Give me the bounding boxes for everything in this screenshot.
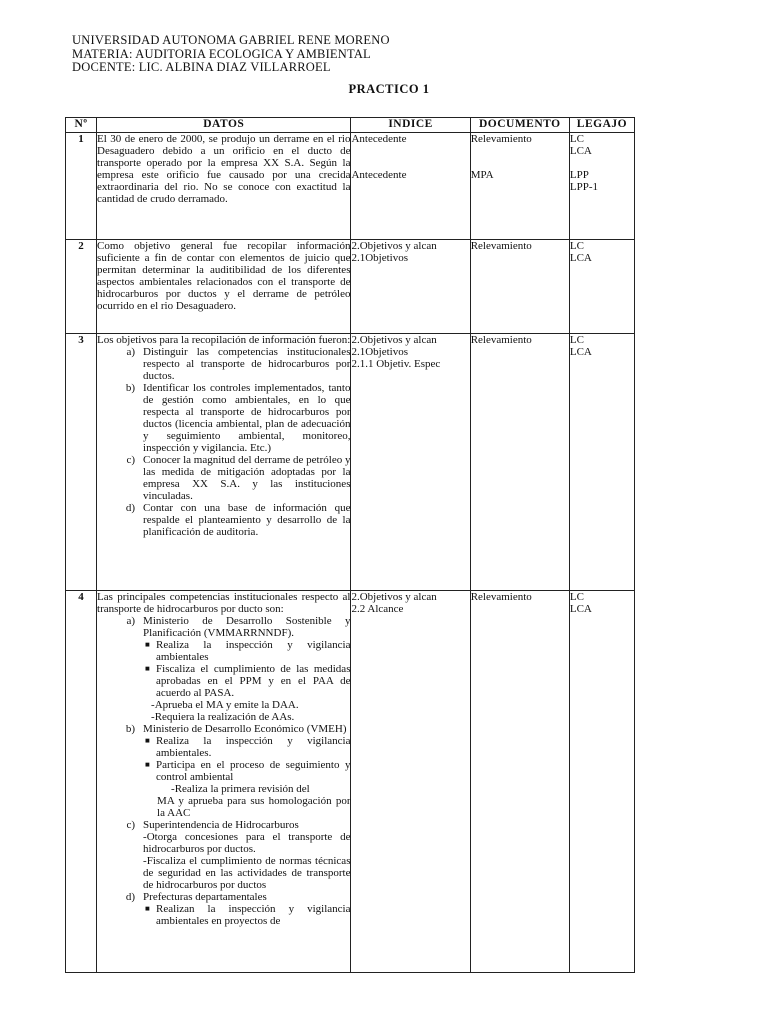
documento-entry: Relevamiento [470, 240, 532, 252]
indice-entry: 2.1Objetivos [351, 346, 409, 358]
course-name: MATERIA: AUDITORIA ECOLOGICA Y AMBIENTAL [72, 46, 371, 61]
bullet-text: Realiza la inspección y vigilancia ambientales [156, 639, 351, 663]
legajo-entry: LC [569, 591, 584, 603]
bullet-square-icon: ■ [145, 640, 150, 649]
bullet-square-icon: ■ [145, 904, 150, 913]
row-number: 4 [66, 591, 97, 973]
bullet-text: Realiza la inspección y vigilancia ambientales. [156, 735, 351, 759]
indice-entry: 2.1.1 Objetiv. Espec [351, 358, 441, 370]
bullet-item [145, 735, 350, 759]
table-row [66, 133, 635, 240]
list-item-text: Ministerio de Desarrollo Sostenible y Planificación (VMMARRNNDF). [143, 615, 351, 639]
list-marker: a) [126, 615, 136, 627]
list-item [117, 819, 350, 831]
header-indice: INDICE [351, 118, 470, 133]
row-intro-text: Las principales competencias institucionales respecto al transporte de hidrocarburos por ducto son: [97, 591, 351, 615]
legajo-entry: LC [569, 334, 584, 346]
indice-entry: Antecedente [351, 133, 407, 145]
list-marker: d) [125, 891, 136, 903]
table-header-row [66, 118, 635, 133]
row-datos-text: El 30 de enero de 2000, se produjo un derrame en el rio Desaguadero debido a un orificio en el ducto de transporte operado por la empresa XX S.A. Según la empresa este orificio fue causado por una crecida extraordinaria del rio. No se conoce con exactitud la cantidad de crudo derramado. [97, 133, 351, 205]
dash-item: -Fiscaliza el cumplimiento de normas técnicas de seguridad en las actividades de transporte de hidrocarburos por ductos [143, 855, 351, 891]
list-marker: a) [126, 346, 136, 358]
bullet-item [145, 759, 350, 783]
header-legajo: LEGAJO [569, 118, 634, 133]
table-row [66, 591, 635, 973]
row-intro-text: Los objetivos para la recopilación de información fueron: [97, 334, 351, 346]
dash-item: -Realiza la primera revisión del [171, 783, 310, 795]
header-datos: DATOS [97, 118, 351, 133]
dash-item: -Otorga concesiones para el transporte de hidrocarburos por ductos. [143, 831, 351, 855]
teacher-name: DOCENTE: LIC. ALBINA DIAZ VILLARROEL [72, 60, 331, 74]
list-item-text: Distinguir las competencias institucionales respecto al transporte de hidrocarburos por ductos. [143, 346, 351, 382]
dash-item: -Requiera la realización de AAs. [151, 711, 295, 723]
list-marker: c) [126, 819, 136, 831]
legajo-entry: LPP-1 [569, 181, 598, 193]
list-item-text: Ministerio de Desarrollo Económico (VMEH) [143, 723, 347, 735]
documento-entry: Relevamiento [470, 591, 532, 603]
indice-entry: 2.Objetivos y alcan [351, 334, 437, 346]
bullet-text: Participa en el proceso de seguimiento y control ambiental [156, 759, 351, 783]
legajo-entry: LCA [569, 145, 592, 157]
indice-entry: 2.Objetivos y alcan [351, 240, 437, 252]
indice-entry: 2.1Objetivos [351, 252, 409, 264]
bullet-text: Realizan la inspección y vigilancia ambientales en proyectos de [156, 903, 351, 927]
header-num: Nº [66, 118, 97, 133]
list-item [117, 346, 350, 382]
list-item-text: Conocer la magnitud del derrame de petróleo y las medida de mitigación adoptadas por la empresa XX S.A. y las instituciones vinculadas. [143, 454, 351, 502]
list-item [117, 615, 350, 639]
practice-table [65, 117, 635, 973]
list-item [117, 891, 350, 903]
documento-entry: Relevamiento [470, 334, 532, 346]
list-marker: c) [126, 454, 136, 466]
bullet-item [145, 903, 350, 927]
bullet-item [145, 663, 350, 699]
list-marker: b) [125, 382, 136, 394]
row-datos-text: Como objetivo general fue recopilar información suficiente a fin de contar con elementos de juicio que permitan determinar la auditibilidad de los diferentes aspectos ambientales relacionados con el transporte de hidrocarburos por ductos y el derrame de petróleo ocurrido en el rio Desaguadero. [97, 240, 351, 312]
indice-entry: Antecedente [351, 169, 407, 181]
list-item [117, 454, 350, 502]
legajo-entry: LPP [569, 169, 589, 181]
bullet-square-icon: ■ [145, 664, 150, 673]
list-marker: d) [125, 502, 136, 514]
row-number: 3 [66, 334, 97, 591]
indice-entry: 2.Objetivos y alcan [351, 591, 437, 603]
list-item-text: Prefecturas departamentales [143, 891, 267, 903]
legajo-entry: LCA [569, 346, 592, 358]
row-number: 2 [66, 240, 97, 334]
bullet-square-icon: ■ [145, 760, 150, 769]
dash-item: -Aprueba el MA y emite la DAA. [151, 699, 299, 711]
list-item-text: Superintendencia de Hidrocarburos [143, 819, 299, 831]
row-number: 1 [66, 133, 97, 240]
bullet-item [145, 639, 350, 663]
list-item-text: Contar con una base de información que respalde el planteamiento y desarrollo de la planificación de auditoria. [143, 502, 351, 538]
list-marker: b) [125, 723, 136, 735]
document-header [72, 34, 390, 75]
documento-entry: MPA [470, 169, 494, 181]
list-item [117, 502, 350, 538]
legajo-entry: LCA [569, 603, 592, 615]
university-name: UNIVERSIDAD AUTONOMA GABRIEL RENE MORENO [72, 33, 390, 47]
bullet-text: Fiscaliza el cumplimiento de las medidas aprobadas en el PPM y en el PAA de acuerdo al PASA. [156, 663, 351, 699]
table-row [66, 334, 635, 591]
list-item [117, 382, 350, 454]
indice-entry: 2.2 Alcance [351, 603, 404, 615]
legajo-entry: LCA [569, 252, 592, 264]
legajo-entry: LC [569, 133, 584, 145]
table-row [66, 240, 635, 334]
dash-item-continued: MA y aprueba para sus homologación por la AAC [157, 795, 351, 819]
legajo-entry: LC [569, 240, 584, 252]
bullet-square-icon: ■ [145, 736, 150, 745]
header-documento: DOCUMENTO [470, 118, 569, 133]
documento-entry: Relevamiento [470, 133, 532, 145]
practice-title: PRACTICO 1 [348, 82, 430, 96]
list-item [117, 723, 350, 735]
list-item-text: Identificar los controles implementados, tanto de gestión como ambientales, en lo que respecta al transporte de hidrocarburos por ductos (licencia ambiental, plan de adecuación y seguimiento ambiental, monitoreo, inspección y vigilancia. Etc.) [143, 382, 351, 454]
